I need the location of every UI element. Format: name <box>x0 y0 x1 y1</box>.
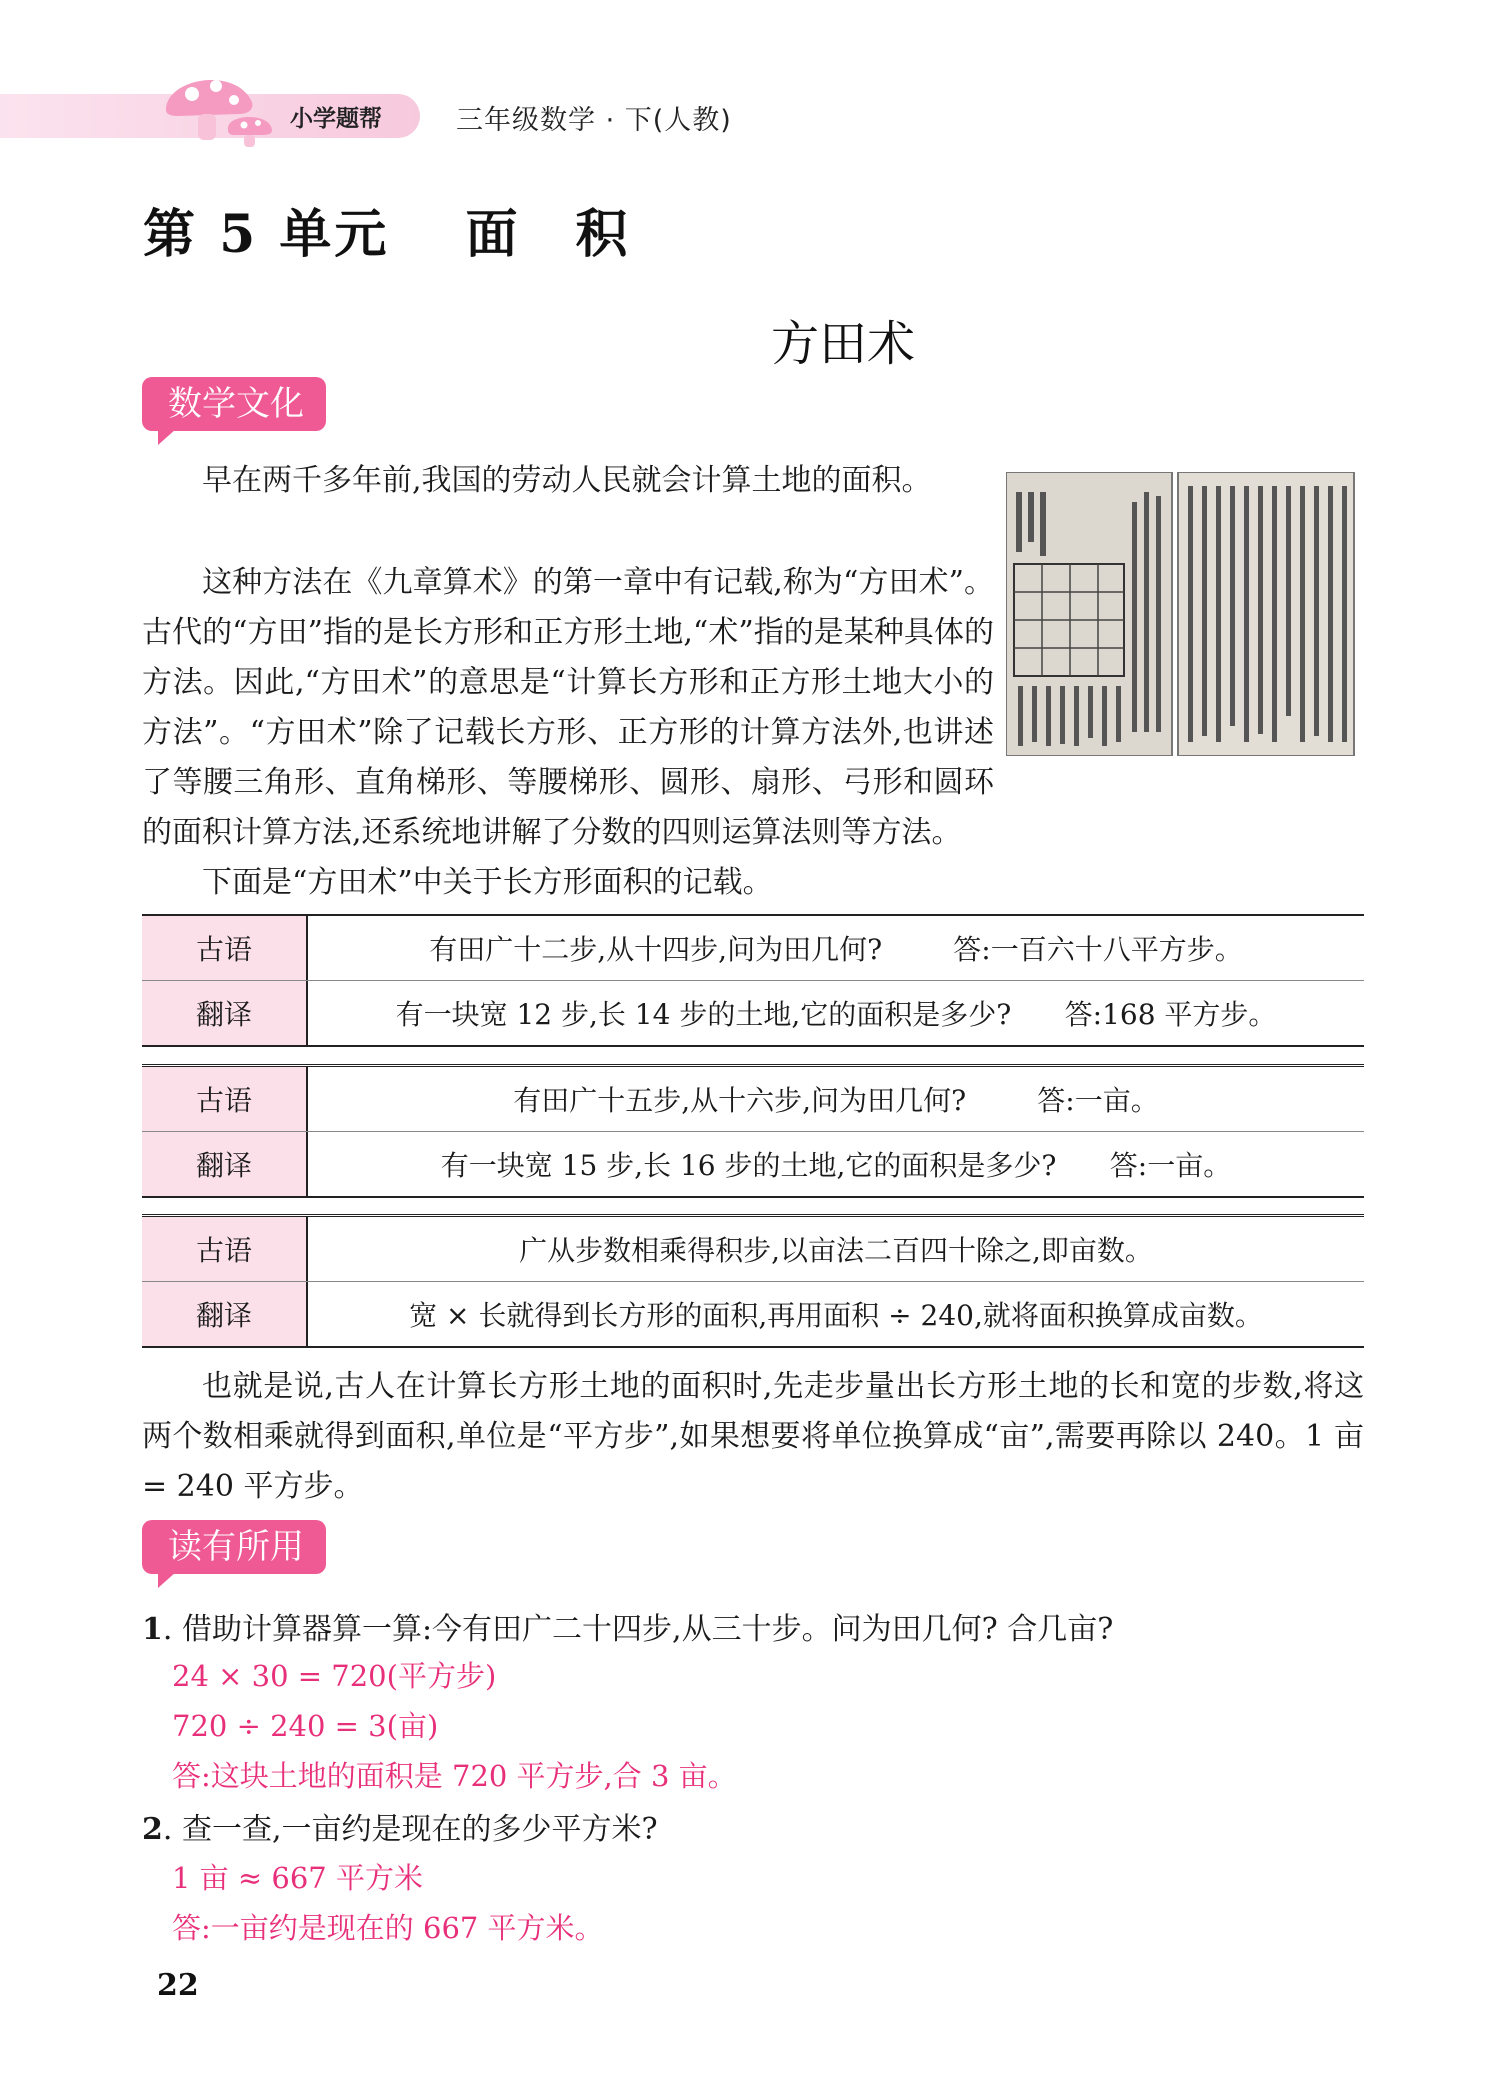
exercise-1-answer-line: 24 × 30 = 720(平方步) <box>172 1659 497 1693</box>
summary-paragraph: 也就是说,古人在计算长方形土地的面积时,先走步量出长方形土地的长和宽的步数,将这两个数相乘就得到面积,单位是“平方步”,如果想要将单位换算成“亩”,需要再除以 240。1 亩 = 240 平方步。 <box>142 1369 1364 1504</box>
book-grade: 三年级数学 · 下(人教) <box>456 105 732 136</box>
unit-title: 第 5 单元 面 积 <box>143 204 631 265</box>
mushroom-logo-icon <box>158 58 278 148</box>
exercise-number: 2 <box>142 1812 163 1847</box>
table-1 <box>142 914 1364 1047</box>
brand-name: 小学题帮 <box>290 106 382 132</box>
table-cell-ancient: 有田广十二步,从十四步,问为田几何? 答:一百六十八平方步。 <box>429 933 1243 966</box>
table-cell-ancient: 有田广十五步,从十六步,问为田几何? 答:一亩。 <box>513 1084 1159 1117</box>
ancient-book-image <box>1006 472 1356 756</box>
table-row-ancient <box>142 1067 1364 1131</box>
table-3 <box>142 1214 1364 1348</box>
exercise-2-answer-line: 答:一亩约是现在的 667 平方米。 <box>172 1911 604 1945</box>
table-label: 古语 <box>142 916 308 980</box>
exercise-1-answer-line: 答:这块土地的面积是 720 平方步,合 3 亩。 <box>172 1759 737 1793</box>
intro-paragraph-3: 下面是“方田术”中关于长方形面积的记载。 <box>202 865 773 900</box>
section-tag-read: 读有所用 <box>142 1520 326 1574</box>
exercise-1-answer-line: 720 ÷ 240 = 3(亩) <box>172 1709 439 1743</box>
exercise-question-text: . 查一查,一亩约是现在的多少平方米? <box>162 1812 658 1847</box>
table-row-modern <box>142 1281 1364 1346</box>
exercise-number: 1 <box>142 1612 163 1647</box>
intro-paragraph-2-text: 这种方法在《九章算术》的第一章中有记载,称为“方田术”。古代的“方田”指的是长方形和正方形土地,“术”指的是某种具体的方法。因此,“方田术”的意思是“计算长方形和正方形土地大小的方法”。“方田术”除了记载长方形、正方形的计算方法外,也讲述了等腰三角形、直角梯形、等腰梯形、圆形、扇形、弓形和圆环的面积计算方法,还系统地讲解了分数的四则运算法则等方法。 <box>142 565 994 850</box>
table-label: 古语 <box>142 1067 308 1131</box>
article-title: 方田术 <box>770 316 915 372</box>
section-tag-culture: 数学文化 <box>142 377 326 431</box>
table-cell-modern: 有一块宽 15 步,长 16 步的土地,它的面积是多少? 答:一亩。 <box>440 1149 1232 1182</box>
table-row-ancient <box>142 916 1364 980</box>
table-label: 翻译 <box>142 981 308 1045</box>
exercise-question-text: . 借助计算器算一算:今有田广二十四步,从三十步。问为田几何? 合几亩? <box>162 1612 1114 1647</box>
table-2 <box>142 1064 1364 1198</box>
table-label: 翻译 <box>142 1132 308 1196</box>
exercise-2-question <box>142 1804 658 1848</box>
table-row-modern <box>142 1131 1364 1196</box>
table-cell-modern: 有一块宽 12 步,长 14 步的土地,它的面积是多少? 答:168 平方步。 <box>395 998 1277 1031</box>
exercise-2-answer-line: 1 亩 ≈ 667 平方米 <box>172 1861 423 1895</box>
table-row-ancient <box>142 1217 1364 1281</box>
table-row-modern <box>142 980 1364 1045</box>
table-label: 古语 <box>142 1217 308 1281</box>
table-label: 翻译 <box>142 1282 308 1346</box>
table-cell-modern: 宽 × 长就得到长方形的面积,再用面积 ÷ 240,就将面积换算成亩数。 <box>409 1299 1263 1332</box>
table-cell-ancient: 广从步数相乘得积步,以亩法二百四十除之,即亩数。 <box>519 1234 1153 1267</box>
intro-paragraph-1: 早在两千多年前,我国的劳动人民就会计算土地的面积。 <box>202 463 932 498</box>
page-number: 22 <box>157 1968 199 2003</box>
exercise-1-question <box>142 1604 1113 1648</box>
